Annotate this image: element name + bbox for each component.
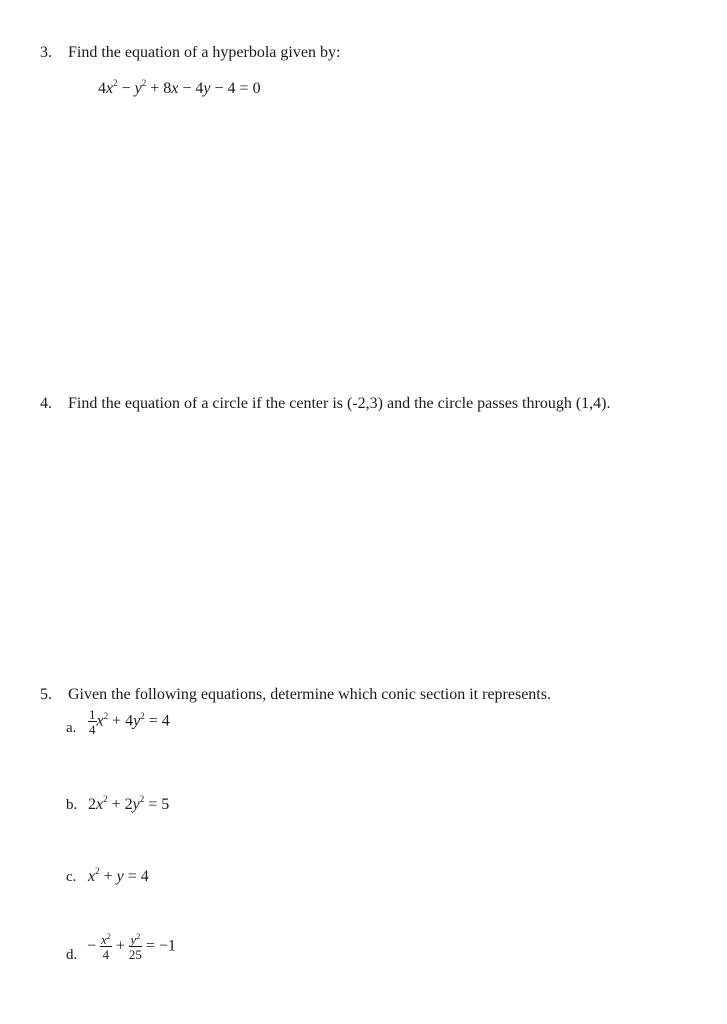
question-3-number: 3. <box>40 44 52 61</box>
question-5-number: 5. <box>40 686 52 703</box>
question-3-equation: $4x^2 - y^2 + 8x - 4y - 4 = 0$ <box>98 78 261 97</box>
option-a-fraction: $\frac{1}{4}$ <box>89 707 96 737</box>
option-d-fraction-1: $\frac{x^2}{4}$ <box>101 932 111 962</box>
option-d-equation: − $\frac{x^2}{4}$ + $\frac{y^2}{25}$ = −1 <box>87 932 176 962</box>
question-4-number: 4. <box>40 395 52 412</box>
option-c-equation: $x^2 + y = 4$ <box>88 866 149 885</box>
option-d-fraction-2: $\frac{y^2}{25}$ <box>128 932 142 962</box>
option-a-equation: $\frac{1}{4}$ $x^2 + 4y^2 = 4$ <box>89 707 170 737</box>
option-c-label: c. <box>66 869 77 885</box>
option-b-label: b. <box>66 797 78 813</box>
question-5-prompt: Given the following equations, determine which conic section it represents. <box>68 686 551 703</box>
option-a-label: a. <box>66 720 77 736</box>
option-d-label: d. <box>66 947 78 963</box>
option-b-equation: $2x^2 + 2y^2 = 5$ <box>88 794 170 813</box>
question-3-prompt: Find the equation of a hyperbola given by: <box>68 44 341 61</box>
question-4-prompt: Find the equation of a circle if the center is (-2,3) and the circle passes through (1,4). <box>68 395 611 412</box>
